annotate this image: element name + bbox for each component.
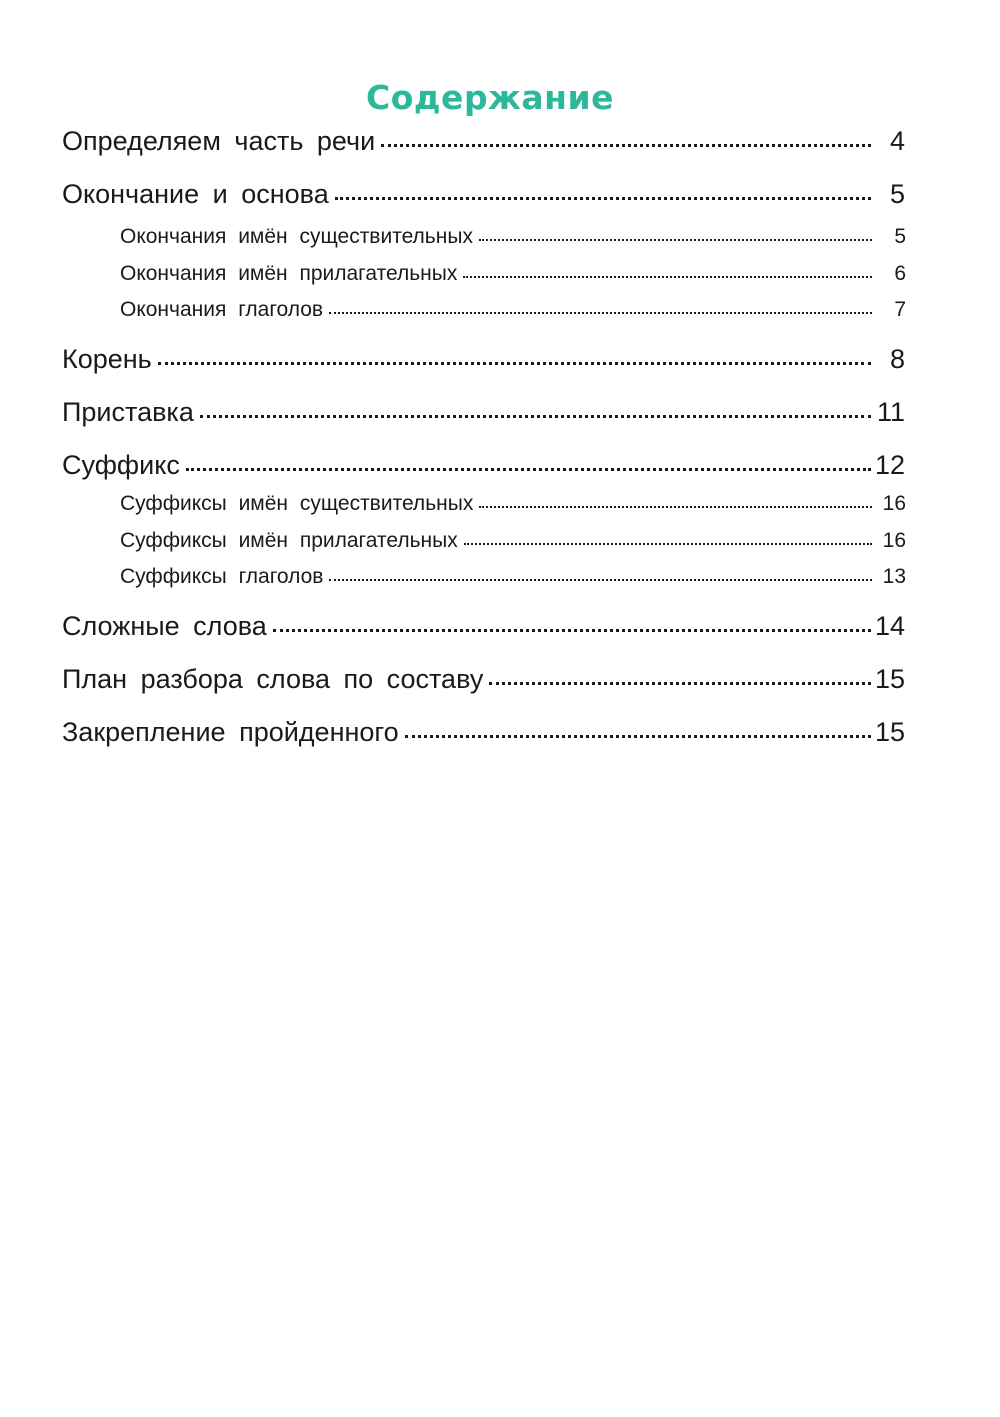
page-title: Содержание [366, 78, 614, 117]
toc-entry-label: Суффиксы имён существительных [120, 492, 474, 515]
toc-dot-leader [273, 629, 871, 632]
toc-dot-leader [329, 312, 872, 314]
toc-entry-label: План разбора слова по составу [62, 664, 484, 694]
toc-subentry[interactable] [120, 492, 906, 516]
toc-entry[interactable] [62, 664, 905, 695]
toc-page-number: 8 [889, 344, 905, 374]
toc-entry-label: Суффикс [62, 450, 180, 480]
toc-subentry[interactable] [120, 262, 906, 286]
toc-page-number: 15 [874, 664, 905, 694]
toc-page-number: 5 [889, 179, 905, 209]
toc-page-number: 16 [882, 492, 906, 515]
toc-entry[interactable] [62, 611, 905, 642]
toc-page-number: 13 [882, 565, 906, 588]
toc-entry[interactable] [62, 126, 905, 157]
toc-entry-label: Корень [62, 344, 152, 374]
toc-page-number: 15 [874, 717, 905, 747]
toc-entry-label: Окончания глаголов [120, 298, 324, 321]
toc-entry-label: Окончания имён прилагательных [120, 262, 458, 285]
toc-dot-leader [381, 144, 871, 147]
toc-subentry[interactable] [120, 565, 906, 589]
toc-entry-label: Определяем часть речи [62, 126, 376, 156]
toc-page-number: 5 [894, 225, 906, 248]
toc-entry-label: Суффиксы имён прилагательных [120, 529, 458, 552]
toc-entry[interactable] [62, 344, 905, 375]
toc-page-number: 12 [874, 450, 905, 480]
toc-entry[interactable] [62, 397, 905, 428]
toc-dot-leader [186, 468, 871, 471]
toc-dot-leader [405, 735, 871, 738]
toc-entry[interactable] [62, 450, 905, 481]
toc-dot-leader [479, 239, 872, 241]
toc-entry-label: Сложные слова [62, 611, 267, 641]
toc-page-number: 11 [876, 397, 905, 427]
toc-entry-label: Суффиксы глаголов [120, 565, 324, 588]
toc-page-number: 16 [882, 529, 906, 552]
toc-page-number: 7 [894, 298, 906, 321]
toc-dot-leader [463, 276, 872, 278]
toc-dot-leader [200, 415, 871, 418]
toc-subentry[interactable] [120, 529, 906, 553]
toc-dot-leader [479, 506, 872, 508]
toc-dot-leader [464, 543, 872, 545]
toc-entry-label: Приставка [62, 397, 194, 427]
toc-entry-label: Закрепление пройденного [62, 717, 399, 747]
toc-subentry[interactable] [120, 298, 906, 322]
toc-dot-leader [158, 362, 871, 365]
toc-page-number: 14 [874, 611, 905, 641]
toc-dot-leader [335, 197, 871, 200]
toc-entry-label: Окончание и основа [62, 179, 329, 209]
toc-entry[interactable] [62, 717, 905, 748]
toc-page-number: 6 [894, 262, 906, 285]
toc-subentry[interactable] [120, 225, 906, 249]
toc-page-number: 4 [889, 126, 905, 156]
toc-entry[interactable] [62, 179, 905, 210]
toc-dot-leader [489, 682, 871, 685]
toc-entry-label: Окончания имён существительных [120, 225, 473, 248]
toc-dot-leader [329, 579, 872, 581]
